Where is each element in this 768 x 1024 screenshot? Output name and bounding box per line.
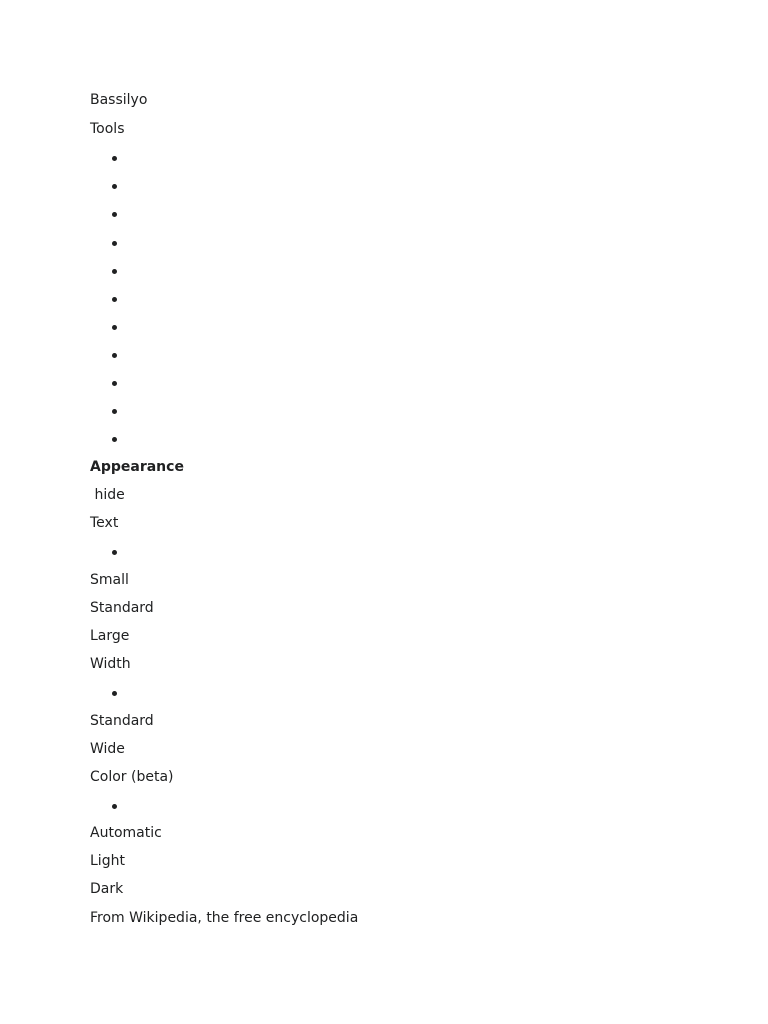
color-option-automatic[interactable]: Automatic — [90, 825, 162, 841]
text-size-option-standard[interactable]: Standard — [90, 600, 154, 616]
width-list-marker — [112, 691, 117, 696]
text-size-label: Text — [90, 515, 119, 531]
color-list-marker — [112, 804, 117, 809]
tools-list-item[interactable] — [112, 437, 117, 442]
appearance-heading: Appearance — [90, 459, 184, 475]
tagline: From Wikipedia, the free encyclopedia — [90, 910, 359, 926]
color-option-dark[interactable]: Dark — [90, 881, 124, 897]
color-option-light[interactable]: Light — [90, 853, 125, 869]
tools-list-item[interactable] — [112, 212, 117, 217]
tools-list-item[interactable] — [112, 409, 117, 414]
text-size-list-marker — [112, 550, 117, 555]
tools-heading[interactable]: Tools — [90, 121, 125, 137]
tools-list-item[interactable] — [112, 184, 117, 189]
tools-list-item[interactable] — [112, 381, 117, 386]
site-title[interactable]: Bassilyo — [90, 92, 148, 108]
text-size-option-large[interactable]: Large — [90, 628, 130, 644]
appearance-hide-button[interactable]: hide — [90, 487, 125, 503]
tools-list-item[interactable] — [112, 241, 117, 246]
tools-list-item[interactable] — [112, 156, 117, 161]
tools-list-item[interactable] — [112, 325, 117, 330]
width-label: Width — [90, 656, 131, 672]
text-size-option-small[interactable]: Small — [90, 572, 129, 588]
width-option-standard[interactable]: Standard — [90, 713, 154, 729]
tools-list-item[interactable] — [112, 297, 117, 302]
tools-list-item[interactable] — [112, 269, 117, 274]
width-option-wide[interactable]: Wide — [90, 741, 125, 757]
tools-list-item[interactable] — [112, 353, 117, 358]
color-label: Color (beta) — [90, 769, 174, 785]
